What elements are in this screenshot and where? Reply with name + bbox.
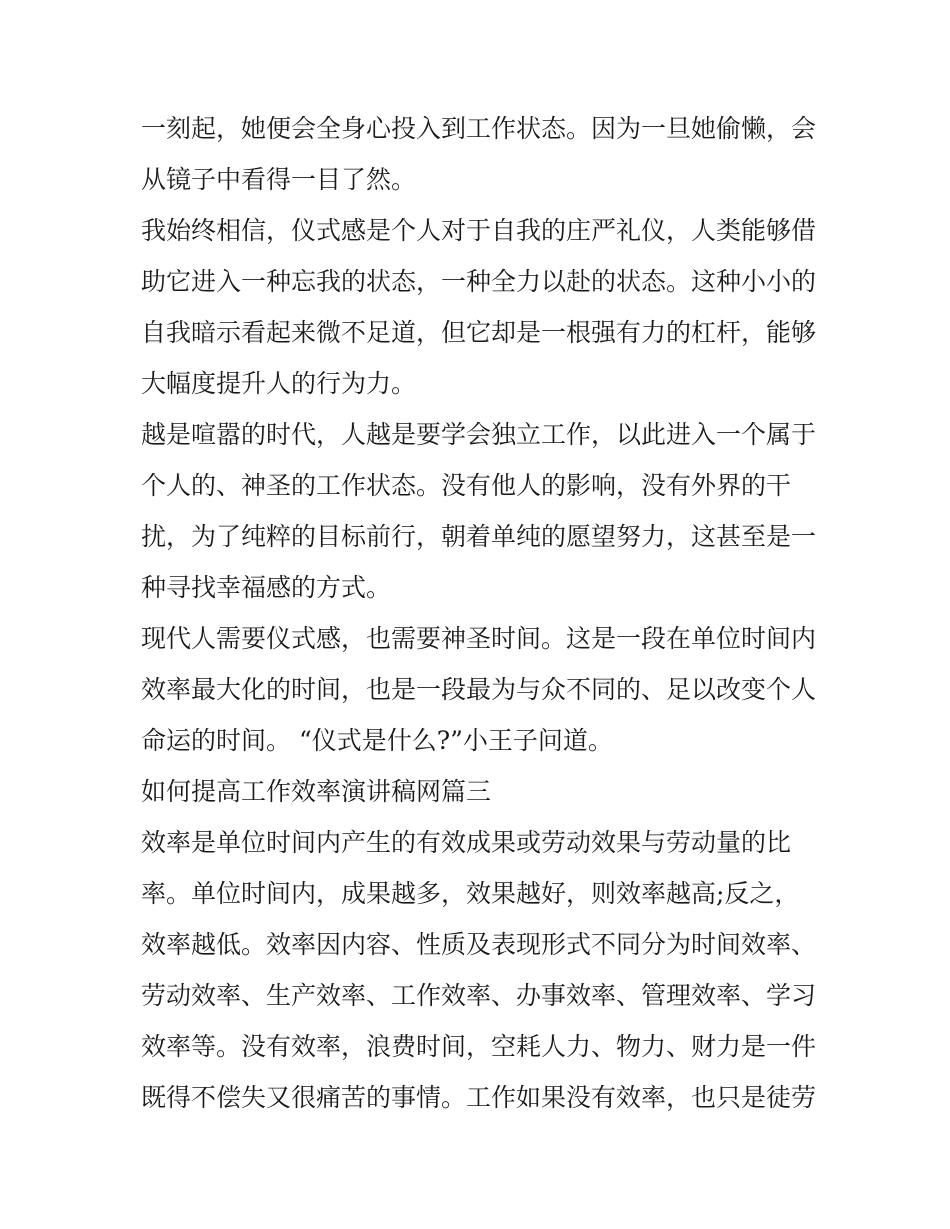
text-line: 种寻找幸福感的方式。 — [141, 573, 392, 602]
section-heading: 如何提高工作效率演讲稿网篇三 — [141, 777, 492, 806]
text-line: 扰，为了纯粹的目标前行，朝着单纯的愿望努力，这甚至是一 — [141, 522, 817, 551]
text-line: 一刻起，她便会全身心投入到工作状态。因为一旦她偷懒，会 — [141, 114, 817, 143]
text-line: 效率等。没有效率，浪费时间，空耗人力、物力、财力是一件 — [141, 1032, 817, 1061]
text-line: 命运的时间。 “仪式是什么?”小王子问道。 — [141, 726, 613, 755]
text-line: 劳动效率、生产效率、工作效率、办事效率、管理效率、学习 — [141, 981, 817, 1010]
text-line: 我始终相信，仪式感是个人对于自我的庄严礼仪，人类能够借 — [141, 216, 817, 245]
text-line: 个人的、神圣的工作状态。没有他人的影响，没有外界的干 — [141, 471, 792, 500]
text-line: 大幅度提升人的行为力。 — [141, 369, 417, 398]
text-line: 从镜子中看得一目了然。 — [141, 165, 417, 194]
text-line: 效率是单位时间内产生的有效成果或劳动效果与劳动量的比 — [141, 828, 792, 857]
text-line: 现代人需要仪式感，也需要神圣时间。这是一段在单位时间内 — [141, 624, 817, 653]
text-line: 自我暗示看起来微不足道，但它却是一根强有力的杠杆，能够 — [141, 318, 817, 347]
text-line: 助它进入一种忘我的状态，一种全力以赴的状态。这种小小的 — [141, 267, 817, 296]
text-line: 率。单位时间内，成果越多，效果越好，则效率越高;反之， — [141, 879, 800, 908]
text-line: 效率最大化的时间，也是一段最为与众不同的、足以改变个人 — [141, 675, 817, 704]
text-line: 效率越低。效率因内容、性质及表现形式不同分为时间效率、 — [141, 930, 817, 959]
text-line: 既得不偿失又很痛苦的事情。工作如果没有效率，也只是徒劳 — [141, 1083, 817, 1112]
text-line: 越是喧嚣的时代，人越是要学会独立工作，以此进入一个属于 — [141, 420, 817, 449]
